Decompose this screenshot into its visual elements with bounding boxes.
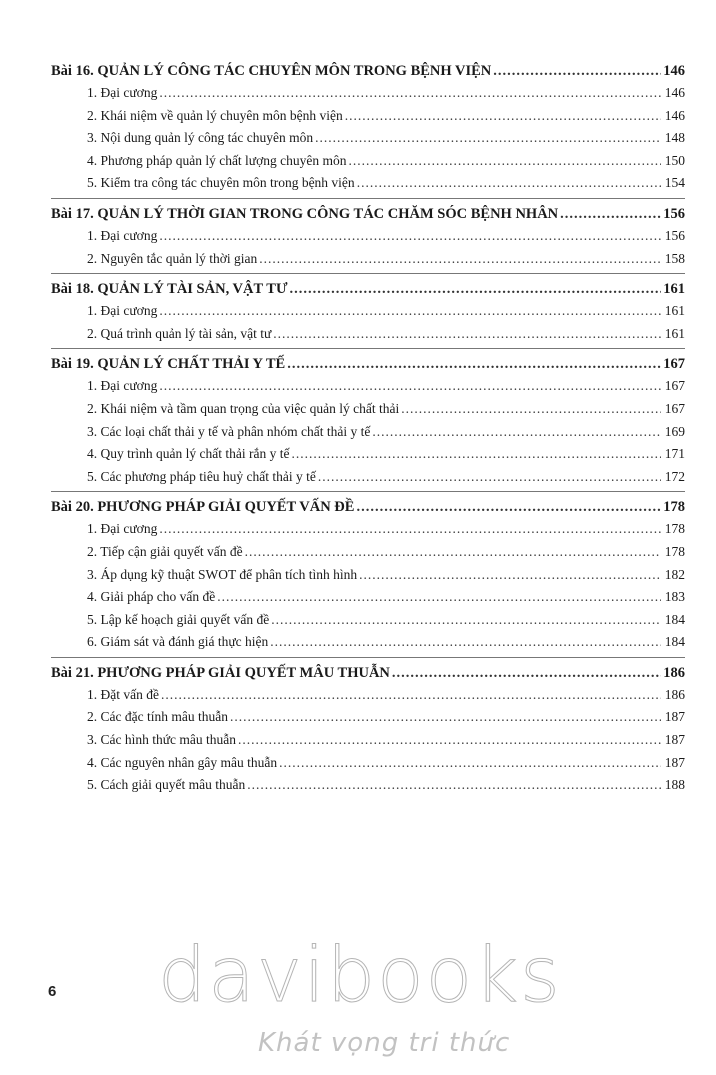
item-title: 1. Đại cương <box>87 303 158 319</box>
item-title: 4. Quy trình quản lý chất thải rắn y tế <box>87 446 290 462</box>
toc-item-row <box>51 541 685 564</box>
toc-item-row <box>51 443 685 466</box>
item-title: 3. Các loại chất thải y tế và phân nhóm chất thải y tế <box>87 423 371 439</box>
toc-item-row <box>51 248 685 271</box>
toc-item-row <box>51 752 685 775</box>
chapter-page: 161 <box>663 281 685 298</box>
chapter-title: Bài 18. QUẢN LÝ TÀI SẢN, VẬT TƯ <box>51 281 288 298</box>
item-page: 148 <box>664 130 685 146</box>
dot-leader <box>291 443 661 466</box>
toc-chapter-row <box>51 201 685 225</box>
dot-leader <box>560 201 661 227</box>
item-page: 150 <box>664 152 685 168</box>
item-page: 182 <box>664 566 685 582</box>
item-page: 183 <box>664 589 685 605</box>
dot-leader <box>230 706 661 729</box>
item-title: 5. Các phương pháp tiêu huỷ chất thải y tế <box>87 468 316 484</box>
item-page: 167 <box>664 378 685 394</box>
chapter-title: Bài 16. QUẢN LÝ CÔNG TÁC CHUYÊN MÔN TRONG BỆNH VIỆN <box>51 63 492 79</box>
item-page: 171 <box>664 446 685 462</box>
toc-item-row <box>51 729 685 752</box>
item-page: 178 <box>664 521 685 537</box>
dot-leader <box>287 351 661 377</box>
chapter-title: Bài 21. PHƯƠNG PHÁP GIẢI QUYẾT MÂU THUẪN <box>51 664 390 681</box>
toc-item-row <box>51 375 685 398</box>
dot-leader <box>349 150 662 173</box>
dot-leader <box>217 586 661 609</box>
item-page: 158 <box>664 250 685 266</box>
item-title: 3. Nội dung quản lý công tác chuyên môn <box>87 130 314 146</box>
item-page: 154 <box>664 175 685 191</box>
item-title: 2. Tiếp cận giải quyết vấn đề <box>87 543 243 559</box>
item-title: 3. Áp dụng kỹ thuật SWOT để phân tích tình hình <box>87 566 358 582</box>
dot-leader <box>159 375 661 398</box>
dot-leader <box>159 300 661 323</box>
item-page: 184 <box>664 611 685 627</box>
dot-leader <box>161 684 661 707</box>
page-number: 6 <box>48 983 57 1000</box>
watermark-logo: davibooks <box>158 930 562 1019</box>
item-page: 146 <box>664 107 685 123</box>
toc-chapter-row <box>51 494 685 518</box>
item-title: 5. Cách giải quyết mâu thuẫn <box>87 777 246 793</box>
dot-leader <box>159 82 661 105</box>
dot-leader <box>259 248 661 271</box>
dot-leader <box>271 609 661 632</box>
toc-section <box>51 351 685 492</box>
toc-item-row <box>51 150 685 173</box>
dot-leader <box>356 494 661 520</box>
item-page: 167 <box>664 400 685 416</box>
toc-item-row <box>51 323 685 346</box>
item-title: 2. Nguyên tắc quản lý thời gian <box>87 250 258 266</box>
chapter-title: Bài 17. QUẢN LÝ THỜI GIAN TRONG CÔNG TÁC CHĂM SÓC BỆNH NHÂN <box>51 205 559 222</box>
toc-section <box>51 660 685 800</box>
toc-section <box>51 201 685 274</box>
item-page: 146 <box>664 85 685 100</box>
toc-item-row <box>51 82 685 105</box>
item-title: 5. Lập kế hoạch giải quyết vấn đề <box>87 611 270 627</box>
dot-leader <box>289 276 661 302</box>
table-of-contents <box>51 58 685 802</box>
dot-leader <box>245 541 661 564</box>
dot-leader <box>357 172 661 195</box>
dot-leader <box>318 466 661 489</box>
item-page: 187 <box>664 709 685 725</box>
chapter-title: Bài 19. QUẢN LÝ CHẤT THẢI Y TẾ <box>51 356 286 373</box>
toc-item-row <box>51 609 685 632</box>
toc-section <box>51 276 685 349</box>
dot-leader <box>392 660 661 686</box>
dot-leader <box>270 631 661 654</box>
item-title: 1. Đại cương <box>87 85 158 100</box>
toc-section <box>51 494 685 658</box>
toc-chapter-row <box>51 276 685 300</box>
chapter-page: 178 <box>663 499 685 516</box>
chapter-page: 167 <box>663 356 685 373</box>
toc-item-row <box>51 300 685 323</box>
item-page: 186 <box>664 686 685 702</box>
dot-leader <box>273 323 661 346</box>
toc-item-row <box>51 105 685 128</box>
toc-item-row <box>51 172 685 195</box>
toc-item-row <box>51 586 685 609</box>
item-title: 1. Đại cương <box>87 521 158 537</box>
watermark-slogan: Khát vọng tri thức <box>258 1028 511 1058</box>
item-page: 161 <box>664 303 685 319</box>
item-title: 2. Các đặc tính mâu thuẫn <box>87 709 228 725</box>
item-page: 178 <box>664 543 685 559</box>
item-title: 5. Kiểm tra công tác chuyên môn trong bệnh viện <box>87 175 355 191</box>
chapter-page: 156 <box>663 205 685 222</box>
dot-leader <box>315 127 661 150</box>
item-page: 187 <box>664 732 685 748</box>
toc-chapter-row <box>51 660 685 684</box>
dot-leader <box>493 58 661 84</box>
toc-item-row <box>51 127 685 150</box>
dot-leader <box>372 421 661 444</box>
chapter-title: Bài 20. PHƯƠNG PHÁP GIẢI QUYẾT VẤN ĐỀ <box>51 499 355 516</box>
item-page: 161 <box>664 325 685 341</box>
item-title: 6. Giám sát và đánh giá thực hiện <box>87 634 269 650</box>
toc-section <box>51 58 685 199</box>
item-title: 1. Đại cương <box>87 227 158 243</box>
dot-leader <box>247 774 661 797</box>
dot-leader <box>345 105 661 128</box>
item-page: 184 <box>664 634 685 650</box>
item-title: 4. Các nguyên nhân gây mâu thuẫn <box>87 754 278 770</box>
toc-item-row <box>51 774 685 797</box>
chapter-page: 146 <box>663 63 685 79</box>
item-title: 2. Quá trình quản lý tài sản, vật tư <box>87 325 272 341</box>
toc-item-row <box>51 631 685 654</box>
chapter-page: 186 <box>663 664 685 681</box>
item-page: 172 <box>664 468 685 484</box>
item-page: 156 <box>664 227 685 243</box>
toc-item-row <box>51 398 685 421</box>
dot-leader <box>401 398 661 421</box>
toc-chapter-row <box>51 351 685 375</box>
dot-leader <box>238 729 661 752</box>
item-title: 2. Khái niệm về quản lý chuyên môn bệnh viện <box>87 107 343 123</box>
toc-item-row <box>51 706 685 729</box>
item-page: 187 <box>664 754 685 770</box>
item-title: 4. Giải pháp cho vấn đề <box>87 589 216 605</box>
dot-leader <box>279 752 661 775</box>
item-title: 2. Khái niệm và tầm quan trọng của việc quản lý chất thải <box>87 400 400 416</box>
item-title: 1. Đặt vấn đề <box>87 686 159 702</box>
toc-item-row <box>51 684 685 707</box>
toc-chapter-row <box>51 58 685 82</box>
toc-item-row <box>51 225 685 248</box>
dot-leader <box>159 225 661 248</box>
item-page: 169 <box>664 423 685 439</box>
dot-leader <box>359 564 661 587</box>
toc-item-row <box>51 421 685 444</box>
toc-item-row <box>51 518 685 541</box>
item-title: 1. Đại cương <box>87 378 158 394</box>
dot-leader <box>159 518 661 541</box>
item-title: 4. Phương pháp quản lý chất lượng chuyên môn <box>87 152 347 168</box>
toc-item-row <box>51 466 685 489</box>
item-page: 188 <box>664 777 685 793</box>
toc-item-row <box>51 564 685 587</box>
item-title: 3. Các hình thức mâu thuẫn <box>87 732 237 748</box>
